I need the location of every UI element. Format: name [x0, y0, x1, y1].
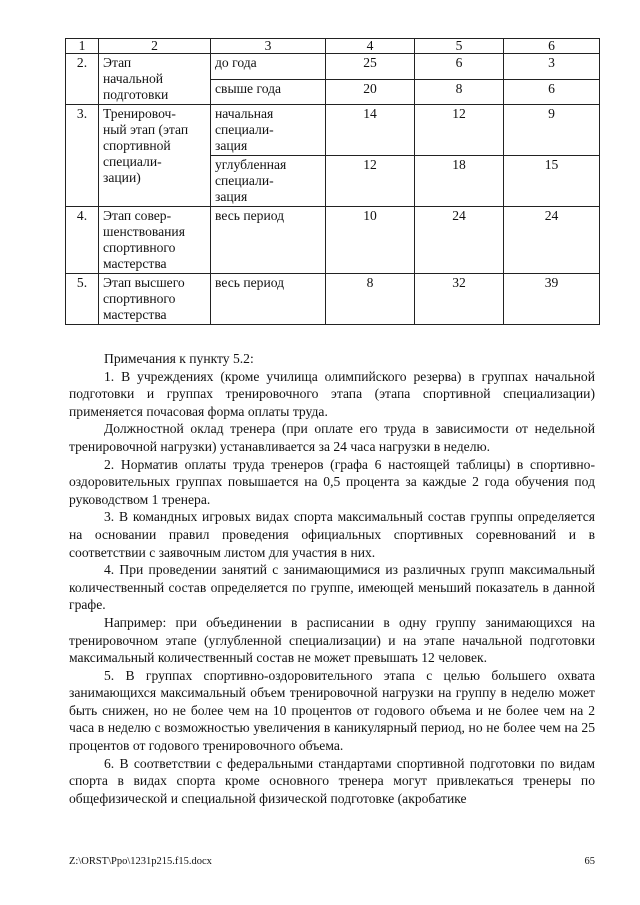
note-paragraph: 3. В командных игровых видах спорта максимальный состав группы определяется на основании правил проведения официальных спортивных соревнований и в соответствии с заявочным листом для участия в них.: [69, 509, 595, 560]
header-cell: 5: [415, 39, 504, 54]
header-cell: 2: [99, 39, 211, 54]
header-cell: 4: [326, 39, 415, 54]
page-number: 65: [584, 856, 595, 867]
value-cell-col6: 6: [504, 79, 600, 105]
period-cell: весь период: [211, 274, 326, 325]
table-header-row: [66, 39, 600, 54]
period-cell: начальная специали- зация: [211, 105, 326, 156]
value-cell-col6: 3: [504, 54, 600, 80]
table-row: [66, 105, 600, 156]
row-number-cell: 5.: [66, 274, 99, 325]
table-row: [66, 207, 600, 274]
table-row: [66, 274, 600, 325]
note-paragraph: 6. В соответствии с федеральными стандартами спортивной подготовки по видам спорта в видах спорта кроме основного тренера могут привлекаться тренеры по общефизической и специальной физической подготовке (акробатике: [69, 755, 595, 806]
note-paragraph: 5. В группах спортивно-оздоровительного этапа с целью большего охвата занимающихся максимальный объем тренировочной нагрузки на группу в неделю может быть снижен, но не более чем на 10 процентов от годового объема и не более чем на 2 часа в неделю с возможностью увеличения в каникулярный период, но не более чем на 25 процентов от годового тренировочного объема.: [69, 667, 595, 754]
value-cell-col5: 12: [415, 105, 504, 156]
header-cell: 6: [504, 39, 600, 54]
value-cell-col4: 14: [326, 105, 415, 156]
period-cell: углубленная специали- зация: [211, 156, 326, 207]
value-cell-col5: 6: [415, 54, 504, 80]
row-number-cell: 3.: [66, 105, 99, 207]
value-cell-col5: 18: [415, 156, 504, 207]
value-cell-col4: 25: [326, 54, 415, 80]
value-cell-col5: 24: [415, 207, 504, 274]
norms-table: [65, 38, 600, 325]
stage-cell: Тренировоч- ный этап (этап спортивной специали- зации): [99, 105, 211, 207]
row-number-cell: 2.: [66, 54, 99, 105]
value-cell-col5: 8: [415, 79, 504, 105]
value-cell-col6: 9: [504, 105, 600, 156]
note-paragraph: Например: при объединении в расписании в одну группу занимающихся на тренировочном этапе (углубленной специализации) и на этапе начальной подготовки максимальный количественный состав не может превышать 12 человек.: [69, 614, 595, 666]
value-cell-col6: 24: [504, 207, 600, 274]
value-cell-col4: 8: [326, 274, 415, 325]
value-cell-col6: 39: [504, 274, 600, 325]
value-cell-col4: 20: [326, 79, 415, 105]
value-cell-col4: 12: [326, 156, 415, 207]
notes-section: [69, 350, 595, 807]
period-cell: до года: [211, 54, 326, 80]
header-cell: 3: [211, 39, 326, 54]
file-path: Z:\ORST\Ppo\1231p215.f15.docx: [69, 856, 212, 867]
period-cell: весь период: [211, 207, 326, 274]
note-paragraph: 1. В учреждениях (кроме училища олимпийского резерва) в группах начальной подготовки и группах тренировочного этапа (этапа спортивной специализации) применяется почасовая форма оплаты труда.: [69, 368, 595, 419]
stage-cell: Этап совер- шенствования спортивного мастерства: [99, 207, 211, 274]
notes-heading: Примечания к пункту 5.2:: [104, 351, 254, 366]
note-paragraph: Должностной оклад тренера (при оплате его труда в зависимости от недельной тренировочной нагрузки) устанавливается за 24 часа нагрузки в неделю.: [69, 421, 595, 454]
value-cell-col4: 10: [326, 207, 415, 274]
value-cell-col5: 32: [415, 274, 504, 325]
norms-table-body: [66, 39, 600, 325]
note-paragraph: 4. При проведении занятий с занимающимися из различных групп максимальный количественный состав определяется по группе, имеющей меньший показатель в данной графе.: [69, 562, 595, 613]
header-cell: 1: [66, 39, 99, 54]
row-number-cell: 4.: [66, 207, 99, 274]
stage-cell: Этап высшего спортивного мастерства: [99, 274, 211, 325]
stage-cell: Этап начальной подготовки: [99, 54, 211, 105]
period-cell: свыше года: [211, 79, 326, 105]
value-cell-col6: 15: [504, 156, 600, 207]
table-row: [66, 54, 600, 80]
note-paragraph: 2. Норматив оплаты труда тренеров (графа 6 настоящей таблицы) в спортивно-оздоровительных группах повышается на 0,5 процента за каждые 2 года обучения под руководством 1 тренера.: [69, 456, 595, 507]
